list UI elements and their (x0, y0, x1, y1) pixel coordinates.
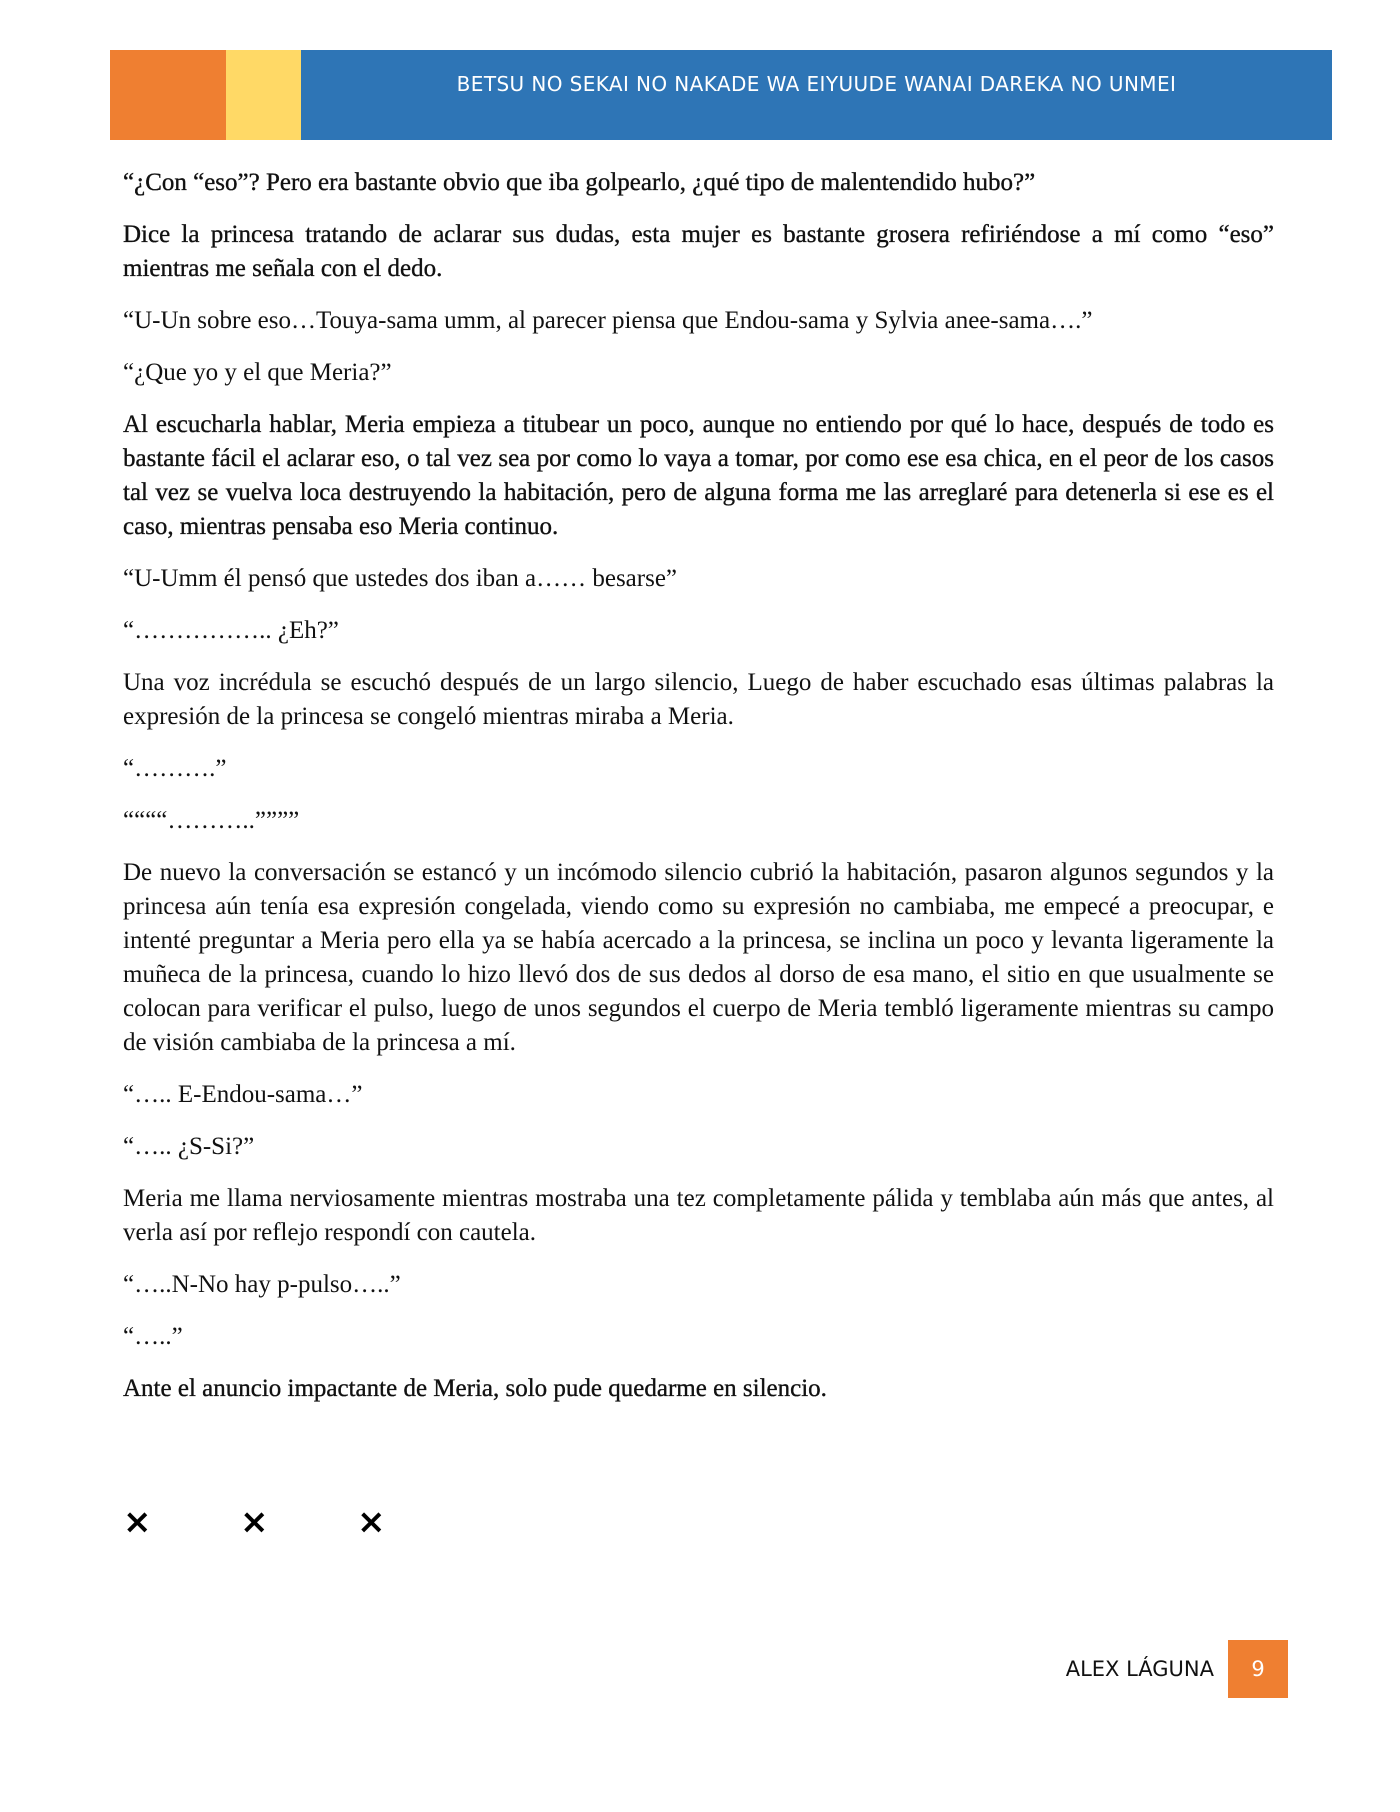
page-header (110, 50, 1332, 140)
header-title: BETSU NO SEKAI NO NAKADE WA EIYUUDE WANAI DAREKA NO UNMEI (456, 72, 1177, 96)
paragraph: Al escucharla hablar, Meria empieza a titubear un poco, aunque no entiendo por qué lo hace, después de todo es bastante fácil el aclarar eso, o tal vez sea por como lo vaya a tomar, por como ese esa chica, en el peor de los casos tal vez se vuelva loca destruyendo la habitación, pero de alguna forma me las arreglaré para detenerla si ese es el caso, mientras pensaba eso Meria continuo. (123, 411, 1274, 540)
paragraph: “….. ¿S-Si?” (123, 1133, 255, 1160)
paragraph: “…..N-No hay p-pulso…..” (123, 1271, 401, 1298)
paragraph: Ante el anuncio impactante de Meria, solo pude quedarme en silencio. (123, 1375, 827, 1402)
paragraph: “¿Que yo y el que Meria?” (123, 359, 392, 386)
scene-break (123, 1502, 474, 1542)
page-number: 9 (1228, 1640, 1288, 1698)
paragraph: Dice la princesa tratando de aclarar sus dudas, esta mujer es bastante grosera refiriéndose a mí como “eso” mientras me señala con el dedo. (123, 221, 1274, 282)
paragraph: Meria me llama nerviosamente mientras mostraba una tez completamente pálida y temblaba aún más que antes, al verla así por reflejo respondí con cautela. (123, 1185, 1274, 1246)
header-yellow-block (226, 50, 301, 140)
header-title-bar (301, 50, 1332, 140)
cross-mark-icon: × (240, 1502, 269, 1542)
paragraph: “…..” (123, 1323, 183, 1350)
footer-author: ALEX LÁGUNA (1065, 1657, 1214, 1681)
paragraph: De nuevo la conversación se estancó y un incómodo silencio cubrió la habitación, pasaron algunos segundos y la princesa aún tenía esa expresión congelada, viendo como su expresión no cambiaba, me empecé a preocupar, e intenté preguntar a Meria pero ella ya se había acercado a la princesa, se inclina un poco y levanta ligeramente la muñeca de la princesa, cuando lo hizo llevó dos de sus dedos al dorso de esa mano, el sitio en que usualmente se colocan para verificar el pulso, luego de unos segundos el cuerpo de Meria tembló ligeramente mientras su campo de visión cambiaba de la princesa a mí. (123, 859, 1274, 1056)
paragraph: “U-Un sobre eso…Touya-sama umm, al parecer piensa que Endou-sama y Sylvia anee-sama….” (123, 307, 1093, 334)
story-body (123, 166, 1274, 1424)
paragraph: “…………….. ¿Eh?” (123, 617, 339, 644)
header-orange-block (110, 50, 226, 140)
paragraph: “……….” (123, 755, 227, 782)
paragraph: “¿Con “eso”? Pero era bastante obvio que iba golpearlo, ¿qué tipo de malentendido hubo?” (123, 169, 1036, 196)
cross-mark-icon: × (123, 1502, 152, 1542)
paragraph: “U-Umm él pensó que ustedes dos iban a…… besarse” (123, 565, 678, 592)
paragraph: ““““………..”””” (123, 807, 300, 834)
paragraph: “….. E-Endou-sama…” (123, 1081, 363, 1108)
page-footer (1000, 1640, 1288, 1698)
cross-mark-icon: × (357, 1502, 386, 1542)
paragraph: Una voz incrédula se escuchó después de un largo silencio, Luego de haber escuchado esas últimas palabras la expresión de la princesa se congeló mientras miraba a Meria. (123, 669, 1274, 730)
